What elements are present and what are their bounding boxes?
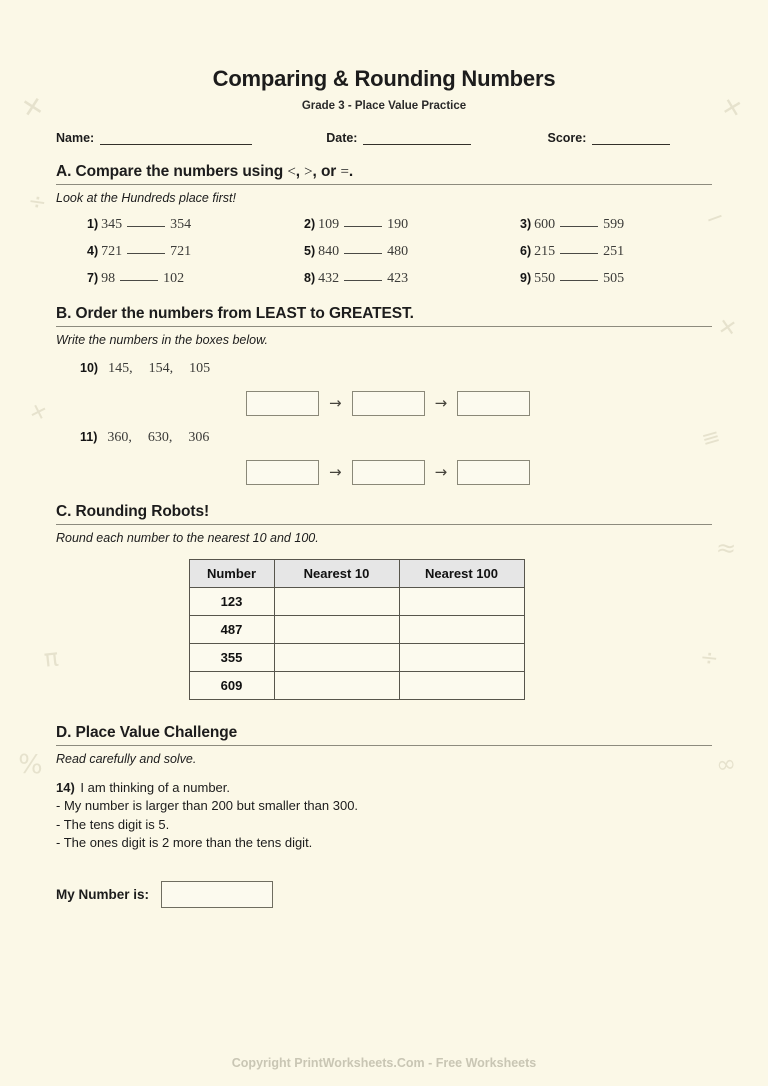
watermark-glyph: ÷ xyxy=(698,645,720,672)
right-number: 354 xyxy=(170,217,192,232)
ordering-answer-row xyxy=(56,391,712,416)
table-row xyxy=(189,588,524,616)
section-c-heading: C. Rounding Robots! xyxy=(56,503,712,525)
right-number: 599 xyxy=(603,217,625,232)
ordering-values xyxy=(108,361,226,376)
watermark-glyph: ✕ xyxy=(718,91,746,125)
rounding-nearest100-input[interactable] xyxy=(399,588,524,616)
rounding-nearest100-input[interactable] xyxy=(399,644,524,672)
table-header-row xyxy=(189,560,524,588)
ordering-answer-box[interactable] xyxy=(457,460,530,485)
problem-number: 1) xyxy=(87,217,99,231)
less-than-symbol: < xyxy=(287,164,296,180)
ordering-answer-box[interactable] xyxy=(457,391,530,416)
comparison-answer-blank[interactable] xyxy=(344,253,382,254)
right-number: 251 xyxy=(603,244,625,259)
arrow-right-icon: → xyxy=(434,394,448,412)
ordering-value: 105 xyxy=(189,361,211,376)
ordering-value: 360, xyxy=(107,430,132,445)
comparison-answer-blank[interactable] xyxy=(560,253,598,254)
my-number-row xyxy=(56,881,712,908)
compare-problem xyxy=(302,271,518,287)
compare-problem xyxy=(518,271,712,287)
page-title: Comparing & Rounding Numbers xyxy=(212,66,556,91)
problem-number: 6) xyxy=(520,244,532,258)
score-label: Score: xyxy=(547,131,587,145)
rounding-nearest10-input[interactable] xyxy=(274,616,399,644)
section-d xyxy=(56,724,712,908)
compare-problem xyxy=(302,244,518,260)
problem-number: 2) xyxy=(304,217,316,231)
date-field-group xyxy=(326,131,471,145)
section-a-subtext: Look at the Hundreds place first! xyxy=(56,191,236,205)
arrow-right-icon: → xyxy=(329,463,342,481)
watermark-glyph: − xyxy=(702,203,728,234)
rounding-nearest100-input[interactable] xyxy=(399,616,524,644)
rounding-number: 355 xyxy=(189,644,274,672)
ordering-answer-box[interactable] xyxy=(352,460,425,485)
problem-number: 3) xyxy=(520,217,532,231)
rounding-number: 609 xyxy=(189,672,274,700)
ordering-problem xyxy=(56,430,712,446)
challenge-prompt-text: I am thinking of a number. xyxy=(80,780,231,795)
comparison-answer-blank[interactable] xyxy=(344,226,382,227)
ordering-answer-box[interactable] xyxy=(246,460,319,485)
challenge-clue: - My number is larger than 200 but smaller than 300. xyxy=(56,798,359,814)
comparison-answer-blank[interactable] xyxy=(127,253,165,254)
score-field-group xyxy=(547,131,670,145)
ordering-value: 145, xyxy=(108,361,133,376)
rounding-number: 123 xyxy=(189,588,274,616)
arrow-right-icon: → xyxy=(434,463,448,481)
rounding-nearest100-input[interactable] xyxy=(399,672,524,700)
problem-number: 5) xyxy=(304,244,316,258)
page-subtitle: Grade 3 - Place Value Practice xyxy=(301,100,467,112)
right-number: 721 xyxy=(170,244,192,259)
rounding-number: 487 xyxy=(189,616,274,644)
section-a-heading xyxy=(56,163,712,185)
section-a xyxy=(56,163,712,287)
comparison-answer-blank[interactable] xyxy=(344,280,382,281)
comparison-answer-blank[interactable] xyxy=(127,226,165,227)
watermark-glyph: ✕ xyxy=(26,397,51,427)
left-number: 109 xyxy=(318,217,340,232)
column-header-nearest-10: Nearest 10 xyxy=(274,560,399,588)
column-header-number: Number xyxy=(189,560,274,588)
ordering-problem xyxy=(56,361,712,377)
right-number: 423 xyxy=(387,271,409,286)
watermark-glyph: ✕ xyxy=(19,91,47,125)
section-d-subtext: Read carefully and solve. xyxy=(56,752,197,766)
compare-problem xyxy=(56,244,302,260)
watermark-glyph: ✕ xyxy=(716,314,739,343)
name-field-group xyxy=(56,131,252,145)
ordering-value: 306 xyxy=(188,430,210,445)
challenge-clues xyxy=(56,779,712,853)
rounding-nearest10-input[interactable] xyxy=(274,644,399,672)
ordering-answer-box[interactable] xyxy=(352,391,425,416)
challenge-clue: - The tens digit is 5. xyxy=(56,816,170,832)
compare-problem xyxy=(518,217,712,233)
ordering-values xyxy=(107,430,225,445)
left-number: 432 xyxy=(318,271,340,286)
rounding-table xyxy=(189,559,525,700)
ordering-value: 154, xyxy=(148,361,174,376)
rounding-nearest10-input[interactable] xyxy=(274,588,399,616)
column-header-nearest-100: Nearest 100 xyxy=(399,560,524,588)
rounding-table-head xyxy=(189,560,524,588)
problem-number: 11) xyxy=(80,430,98,444)
left-number: 721 xyxy=(101,244,123,259)
right-number: 102 xyxy=(163,271,185,286)
compare-problems-grid xyxy=(56,217,712,287)
watermark-glyph: ÷ xyxy=(26,188,49,217)
right-number: 505 xyxy=(603,271,625,286)
greater-than-symbol: > xyxy=(304,164,313,180)
watermark-glyph: π xyxy=(42,643,60,673)
section-a-heading-suffix: , or xyxy=(312,163,341,180)
left-number: 550 xyxy=(534,271,556,286)
section-b-subtext: Write the numbers in the boxes below. xyxy=(56,333,268,347)
section-a-heading-prefix: A. Compare the numbers using xyxy=(56,163,288,180)
compare-problem xyxy=(56,271,302,287)
table-row xyxy=(189,672,524,700)
section-c-subtext: Round each number to the nearest 10 and 100. xyxy=(56,531,319,545)
footer-copyright: Copyright PrintWorksheets.Com - Free Worksheets xyxy=(231,1056,537,1070)
problem-number: 9) xyxy=(520,271,532,285)
comparison-answer-blank[interactable] xyxy=(120,280,158,281)
name-label: Name: xyxy=(56,131,95,145)
right-number: 190 xyxy=(387,217,409,232)
section-c xyxy=(56,503,712,700)
date-label: Date: xyxy=(326,131,358,145)
rounding-table-wrapper xyxy=(56,559,712,700)
ordering-value: 630, xyxy=(147,430,173,445)
ordering-answer-row xyxy=(56,460,712,485)
my-number-label: My Number is: xyxy=(56,886,150,902)
left-number: 98 xyxy=(101,271,116,286)
problem-number: 7) xyxy=(87,271,99,285)
section-b-heading: B. Order the numbers from LEAST to GREATEST. xyxy=(56,305,712,327)
student-info-row xyxy=(56,131,712,145)
section-a-heading-end: . xyxy=(348,163,354,180)
watermark-glyph: ≡ xyxy=(698,423,724,454)
left-number: 600 xyxy=(534,217,556,232)
equals-symbol: = xyxy=(340,164,349,180)
watermark-glyph: % xyxy=(17,749,44,781)
problem-number: 8) xyxy=(304,271,316,285)
challenge-clue: - The ones digit is 2 more than the tens digit. xyxy=(56,835,313,851)
left-number: 840 xyxy=(318,244,340,259)
problem-number: 10) xyxy=(80,361,99,375)
section-d-heading: D. Place Value Challenge xyxy=(56,724,712,746)
left-number: 215 xyxy=(534,244,556,259)
compare-problem xyxy=(302,217,518,233)
watermark-glyph: ≈ xyxy=(715,533,738,563)
table-row xyxy=(189,644,524,672)
ordering-answer-box[interactable] xyxy=(246,391,319,416)
compare-problem xyxy=(518,244,712,260)
section-b xyxy=(56,305,712,485)
comparison-answer-blank[interactable] xyxy=(560,280,598,281)
score-input[interactable] xyxy=(592,131,670,145)
challenge-prompt xyxy=(56,779,712,797)
my-number-input[interactable] xyxy=(161,881,273,908)
table-row xyxy=(189,616,524,644)
date-input[interactable] xyxy=(363,131,471,145)
problem-number: 14) xyxy=(56,780,75,795)
right-number: 480 xyxy=(387,244,409,259)
rounding-table-body xyxy=(189,588,524,700)
name-input[interactable] xyxy=(100,131,252,145)
section-a-heading-mid: , xyxy=(295,163,305,180)
problem-number: 4) xyxy=(87,244,99,258)
watermark-glyph: ∞ xyxy=(714,748,738,780)
rounding-nearest10-input[interactable] xyxy=(274,672,399,700)
arrow-right-icon: → xyxy=(329,394,342,412)
comparison-answer-blank[interactable] xyxy=(560,226,598,227)
compare-problem xyxy=(56,217,302,233)
left-number: 345 xyxy=(101,217,123,232)
